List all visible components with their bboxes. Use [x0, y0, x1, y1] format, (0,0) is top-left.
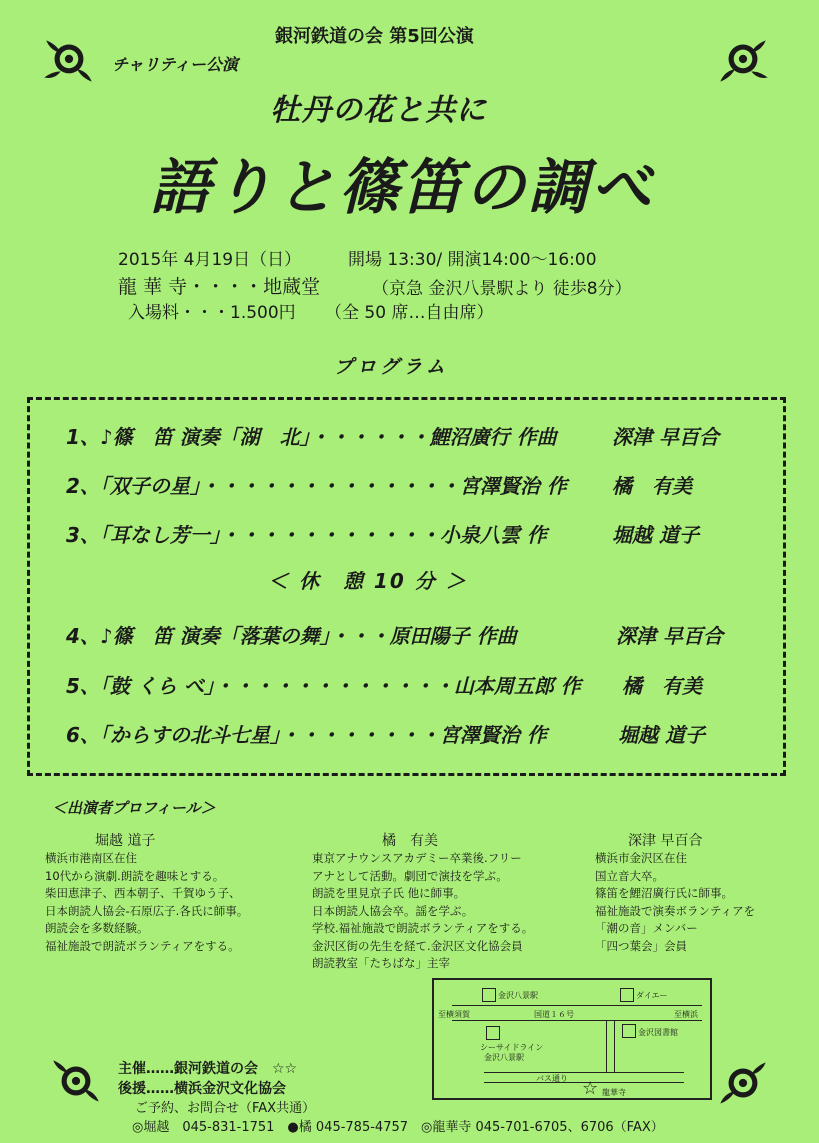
road-line [452, 1020, 702, 1021]
intermission: ＜ 休 憩 10 分 ＞ [268, 569, 468, 593]
charity-label: チャリティー公演 [112, 55, 238, 74]
profile-line: 日本朗読人協会-石原広子.各氏に師事。 [45, 903, 249, 918]
map-label-station: 金沢八景駅 [498, 991, 538, 1000]
seaside-marker [486, 1026, 500, 1040]
program-performer: 深津 早百合 [612, 425, 719, 449]
profile-line: 「潮の音」メンバー [595, 921, 698, 935]
program-item: 3、「耳なし芳一」・・・・・・・・・・・小泉八雲 作 [66, 523, 547, 547]
map-label-daiei: ダイエー [636, 991, 668, 1000]
organizer-line: 銀河鉄道の会 第5回公演 [275, 26, 474, 47]
map-label-to-yokohama: 至横浜 [674, 1010, 698, 1019]
program-item: 2、「双子の星」・・・・・・・・・・・・・宮澤賢治 作 [66, 474, 567, 498]
map-label-seaside-station: 金沢八景駅 [484, 1053, 524, 1062]
program-performer: 橘 有美 [612, 474, 692, 498]
profile-name: 深津 早百合 [628, 833, 703, 849]
profile-details [595, 850, 755, 955]
program-performer: 深津 早百合 [616, 624, 723, 648]
program-item: 6、「からすの北斗七星」・・・・・・・・宮澤賢治 作 [66, 723, 547, 747]
profile-line: 「四つ葉会」会員 [595, 938, 687, 953]
road-line [484, 1072, 684, 1073]
profile-line: 篠笛を鯉沼廣行氏に師事。 [595, 886, 733, 900]
inquiry-line: ご予約、お問合せ（FAX共通） [135, 1101, 316, 1116]
profile-line: 福祉施設で演奏ボランティアを [595, 903, 756, 918]
profile-details [45, 850, 248, 955]
support-line: 後援……横浜金沢文化協会 [118, 1081, 286, 1097]
peony-flower-icon [45, 1050, 107, 1112]
road-line [614, 1020, 615, 1072]
seat-info: （全 50 席…自由席） [325, 303, 494, 323]
library-marker [622, 1024, 636, 1038]
star-icon: ☆ [582, 1078, 599, 1099]
map-label-bus-street: バス通り [536, 1074, 568, 1083]
profile-line: 朗読を里見京子氏 他に師事。 [312, 886, 466, 900]
host-line: 主催……銀河鉄道の会 ☆☆ [118, 1061, 298, 1077]
peony-flower-icon [712, 1052, 774, 1114]
profile-name: 橘 有美 [382, 833, 438, 849]
program-item: 1、♪篠 笛 演奏「湖 北」・・・・・・鯉沼廣行 作曲 [66, 425, 557, 449]
profile-line: 横浜市港南区在住 [45, 851, 137, 865]
program-item: 5、「鼓 くら べ」・・・・・・・・・・・・山本周五郎 作 [66, 674, 581, 698]
program-performer: 堀越 道子 [618, 723, 705, 747]
station-marker [482, 988, 496, 1002]
profile-line: 東京アナウンスアカデミー卒業後.フリー [312, 851, 522, 865]
entry-fee: 入場料・・・1.500円 [128, 303, 296, 323]
peony-flower-icon [38, 30, 100, 92]
profile-line: 柴田恵津子、西本朝子、千賀ゆう子、 [45, 886, 241, 900]
access-map [432, 978, 712, 1100]
contact-numbers: ◎堀越 045-831-1751 ●橘 045-785-4757 ◎龍華寺 045-701-6705、6706（FAX） [132, 1120, 664, 1135]
program-performer: 堀越 道子 [612, 523, 699, 547]
map-label-seaside: シーサイドライン [480, 1043, 544, 1052]
program-heading: プログラム [334, 356, 449, 378]
profile-line: 朗読教室「たちばな」主宰 [312, 956, 450, 970]
profile-line: 日本朗読人協会卒。謡を学ぶ。 [312, 903, 474, 918]
road-line [452, 1005, 702, 1006]
event-times: 開場 13:30/ 開演14:00〜16:00 [348, 250, 597, 270]
profile-line: 横浜市金沢区在住 [595, 851, 687, 865]
profile-line: 金沢区街の先生を経て.金沢区文化協会員 [312, 938, 523, 953]
profile-line: 国立音大卒。 [595, 868, 664, 883]
event-venue: 龍 華 寺・・・・地蔵堂 [118, 276, 321, 298]
event-subtitle: 牡丹の花と共に [270, 93, 487, 128]
event-title: 語りと篠笛の調べ [150, 153, 654, 223]
program-performer: 橘 有美 [622, 674, 702, 698]
peony-flower-icon [712, 30, 774, 92]
profile-line: 朗読会を多数経験。 [45, 921, 149, 935]
road-line [606, 1020, 607, 1072]
profiles-heading: ＜出演者プロフィール＞ [52, 799, 216, 817]
profile-line: アナとして活動。劇団で演技を学ぶ。 [312, 868, 508, 883]
profile-line: 福祉施設で朗読ボランティアをする。 [45, 938, 240, 953]
profile-name: 堀越 道子 [95, 833, 156, 849]
daiei-marker [620, 988, 634, 1002]
event-access: （京急 金沢八景駅より 徒歩8分） [372, 279, 632, 299]
map-label-to-yokosuka: 至横須賀 [438, 1010, 470, 1019]
map-label-library: 金沢図書館 [638, 1028, 678, 1037]
program-item: 4、♪篠 笛 演奏「落葉の舞」・・・原田陽子 作曲 [66, 624, 517, 648]
map-label-temple: 龍華寺 [602, 1088, 626, 1097]
event-date: 2015年 4月19日（日） [118, 250, 302, 270]
map-label-route16: 国道１６号 [534, 1010, 574, 1019]
profile-line: 10代から演劇.朗読を趣味とする。 [45, 868, 225, 883]
profile-details [312, 850, 533, 973]
profile-line: 学校.福祉施設で朗読ボランティアをする。 [312, 921, 534, 935]
